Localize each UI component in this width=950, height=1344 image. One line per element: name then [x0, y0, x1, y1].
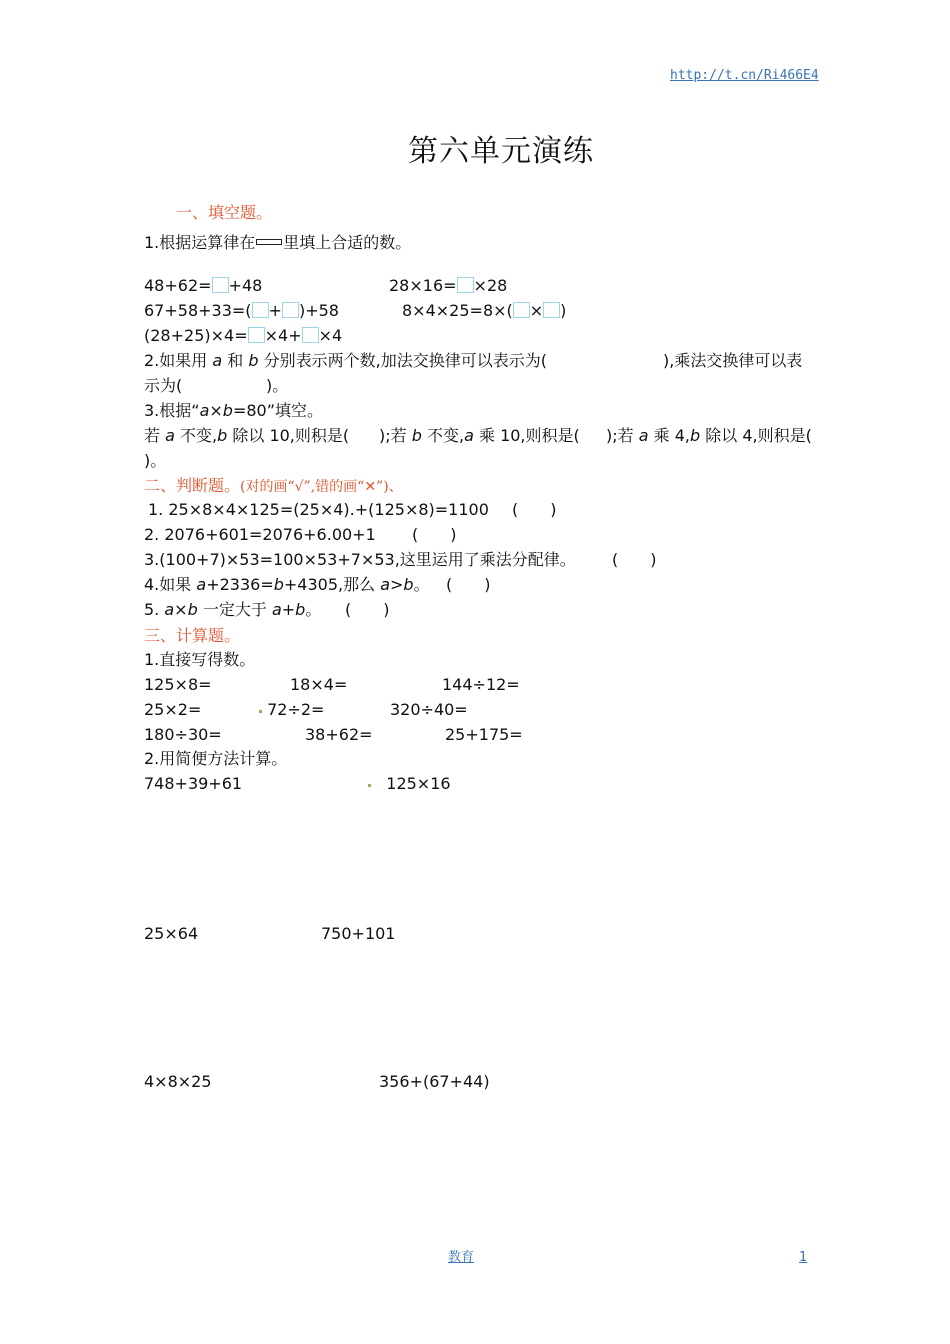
q-text: 乘 4, — [653, 426, 690, 445]
expr-text: ) — [560, 301, 567, 320]
fill-q2-line1 — [144, 351, 547, 371]
var-b: b — [217, 426, 228, 445]
q-text: );若 — [379, 426, 407, 445]
q-text: 5. — [144, 600, 160, 619]
footer-link[interactable]: 教育 — [448, 1250, 475, 1265]
section-judge-heading — [144, 476, 403, 497]
expr-text: 67+58+33=( — [144, 301, 252, 320]
q-text: 和 — [227, 351, 244, 370]
q-text: + — [281, 600, 296, 619]
var-a: a — [464, 426, 474, 445]
page-number: 1 — [799, 1250, 808, 1265]
expr-text: )+58 — [298, 301, 339, 320]
expr-text: + — [268, 301, 282, 320]
calc-r1-c3: 144÷12= — [442, 675, 520, 694]
var-a: a — [212, 351, 223, 370]
expr-text: ×28 — [473, 276, 508, 295]
q-text: 若 — [144, 426, 161, 445]
q-text: =80”填空。 — [232, 401, 323, 420]
fill-row1-right — [389, 276, 507, 296]
q-text: 分别表示两个数,加法交换律可以表示为( — [263, 351, 547, 370]
fill-q2-line1-end: ),乘法交换律可以表 — [663, 351, 803, 370]
q-text: 2.如果用 — [144, 351, 208, 370]
fill-q2-line2-end: )。 — [266, 376, 289, 395]
q-text: 除以 10,则积是( — [232, 426, 350, 445]
calc-r3-c3: 25+175= — [445, 725, 523, 744]
calc-r1-c2: 18×4= — [290, 675, 348, 694]
judge-note: (对的画“√”,错的画“✕”)、 — [240, 479, 403, 495]
expr-text: ×4+ — [264, 326, 302, 345]
var-a: a — [638, 426, 649, 445]
q-text: 4.如果 — [144, 575, 192, 594]
judge-2: 2. 2076+601=2076+6.00+1 — [144, 525, 376, 544]
expr-text: ×4 — [318, 326, 343, 345]
var-a: a — [271, 600, 282, 619]
var-a: a — [196, 575, 207, 594]
q-text: 。 — [413, 575, 430, 594]
expr-text: 125×16 — [386, 774, 451, 793]
calc-r3-c1: 180÷30= — [144, 725, 222, 744]
calc-q2: 2.用简便方法计算。 — [144, 749, 288, 768]
calc-r2-c1: 25×2= — [144, 700, 202, 719]
dot-mark-icon — [259, 710, 262, 713]
page-title: 第六单元演练 — [408, 134, 594, 169]
answer-box[interactable] — [212, 277, 229, 293]
judge-2-paren[interactable]: ( ) — [412, 525, 457, 544]
calc-p3-a: 4×8×25 — [144, 1072, 212, 1091]
q-text: > — [390, 575, 404, 594]
fill-row1-left — [144, 276, 262, 296]
section-calc-heading: 三、计算题。 — [144, 626, 241, 645]
q-text: 一定大于 — [202, 600, 267, 619]
judge-4-paren[interactable]: ( ) — [446, 575, 491, 594]
q-text: 。 — [305, 600, 322, 619]
judge-3-paren[interactable]: ( ) — [612, 550, 657, 569]
var-b: b — [187, 600, 198, 619]
fill-row3 — [144, 326, 342, 346]
rectangle-blank-icon — [256, 239, 282, 245]
fill-q3-line1 — [144, 426, 349, 446]
dot-mark-icon — [368, 784, 371, 787]
var-b: b — [222, 401, 233, 420]
var-a: a — [164, 600, 175, 619]
header-url[interactable]: http://t.cn/Ri466E4 — [670, 68, 819, 83]
calc-p2-b: 750+101 — [321, 924, 396, 943]
fill-row2-right — [402, 301, 566, 321]
var-b: b — [248, 351, 259, 370]
q-text: 不变, — [180, 426, 218, 445]
expr-text: 48+62= — [144, 276, 212, 295]
judge-3: 3.(100+7)×53=100×53+7×53,这里运用了乘法分配律。 — [144, 550, 576, 569]
q-text: × — [209, 401, 223, 420]
q-text: +2336= — [206, 575, 274, 594]
judge-5 — [144, 600, 321, 620]
var-a: a — [165, 426, 175, 445]
calc-r1-c1: 125×8= — [144, 675, 212, 694]
var-b: b — [403, 575, 414, 594]
fill-q1 — [144, 233, 411, 253]
q-text: 乘 10,则积是( — [478, 426, 580, 445]
calc-r2-c2 — [259, 700, 324, 720]
judge-title: 二、判断题。 — [144, 476, 241, 495]
var-b: b — [273, 575, 284, 594]
fill-q3-line1-c — [606, 426, 812, 446]
var-a: a — [380, 575, 390, 594]
answer-box[interactable] — [282, 302, 299, 318]
answer-box[interactable] — [252, 302, 269, 318]
expr-text: +48 — [228, 276, 263, 295]
judge-4 — [144, 575, 430, 595]
section-fill-heading: 一、填空题。 — [176, 203, 273, 222]
var-a: a — [199, 401, 210, 420]
judge-1: 1. 25×8×4×125=(25×4).+(125×8)=1100 — [148, 500, 489, 519]
q-text: × — [174, 600, 188, 619]
q-text: 3.根据“ — [144, 401, 200, 420]
judge-1-paren[interactable]: ( ) — [512, 500, 557, 519]
fill-q1-prefix: 1.根据运算律在 — [144, 233, 256, 252]
var-b: b — [411, 426, 422, 445]
fill-q1-suffix: 里填上合适的数。 — [283, 233, 412, 252]
expr-text: × — [529, 301, 544, 320]
answer-box[interactable] — [457, 277, 474, 293]
calc-r2-c3: 320÷40= — [390, 700, 468, 719]
answer-box[interactable] — [543, 302, 560, 318]
judge-5-paren[interactable]: ( ) — [345, 600, 390, 619]
expr-text: 8×4×25=8×( — [402, 301, 513, 320]
fill-q3-line2: )。 — [144, 451, 167, 470]
q-text: 不变, — [426, 426, 465, 445]
fill-q3 — [144, 401, 323, 421]
q-text: 除以 4,则积是( — [705, 426, 812, 445]
calc-p1-a: 748+39+61 — [144, 774, 243, 793]
calc-p3-b: 356+(67+44) — [379, 1072, 490, 1091]
expr-text: (28+25)×4= — [144, 326, 248, 345]
answer-box[interactable] — [513, 302, 530, 318]
q-text: );若 — [606, 426, 634, 445]
var-b: b — [295, 600, 306, 619]
var-b: b — [690, 426, 701, 445]
calc-p2-a: 25×64 — [144, 924, 199, 943]
q-text: +4305,那么 — [283, 575, 376, 594]
expr-text: 72÷2= — [267, 700, 325, 719]
expr-text: 28×16= — [389, 276, 457, 295]
calc-r3-c2: 38+62= — [305, 725, 373, 744]
fill-q2-line2: 示为( — [144, 376, 183, 395]
fill-row2-left — [144, 301, 339, 321]
fill-q3-line1-b — [379, 426, 580, 446]
answer-box[interactable] — [302, 327, 319, 343]
calc-p1-b — [368, 774, 451, 794]
calc-q1: 1.直接写得数。 — [144, 650, 256, 669]
answer-box[interactable] — [248, 327, 265, 343]
